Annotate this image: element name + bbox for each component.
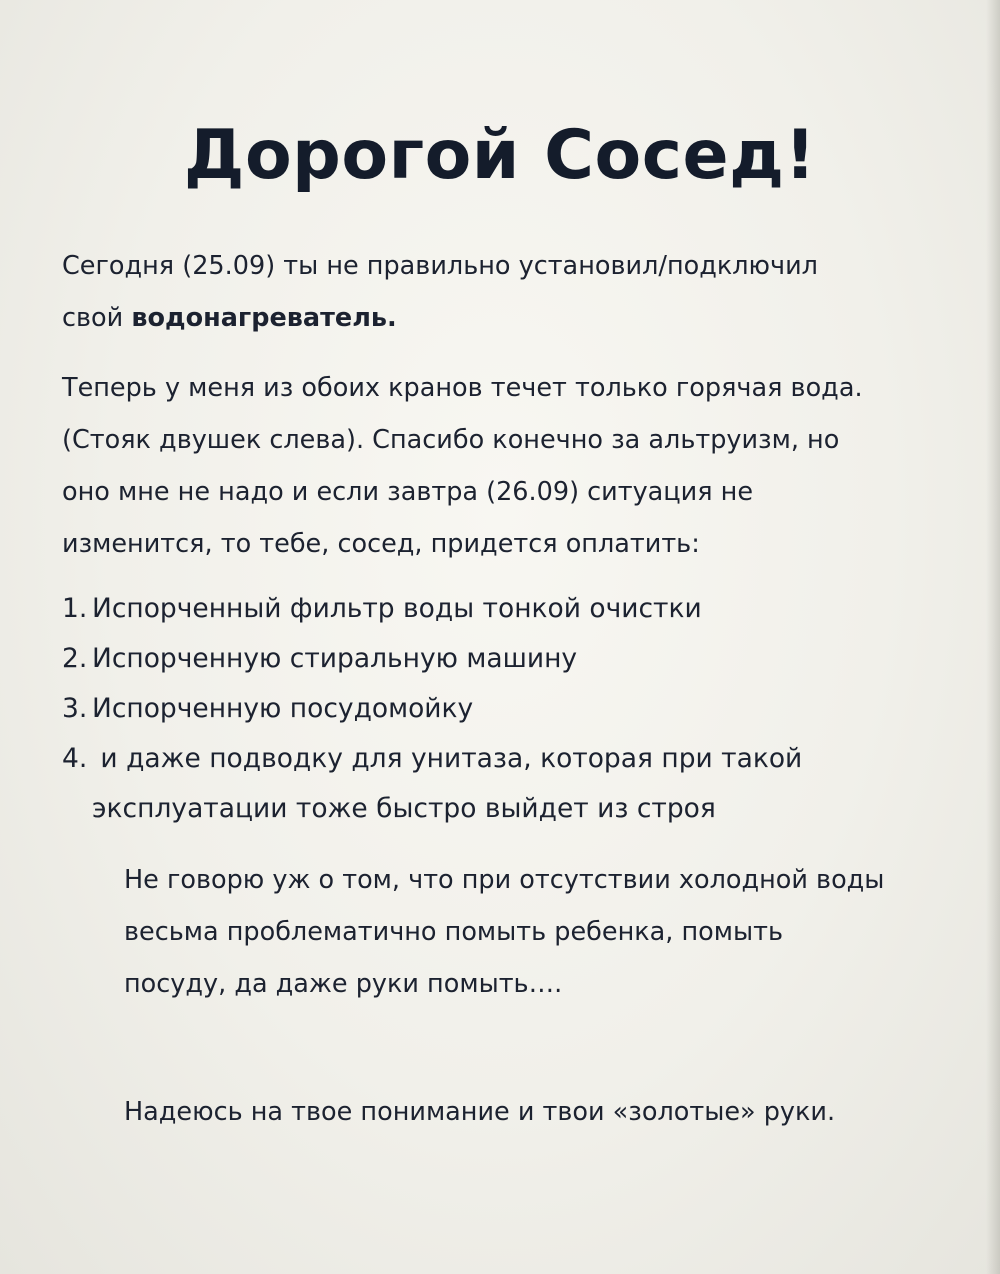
list-item	[62, 584, 802, 634]
paragraph-hot-water	[62, 362, 863, 570]
paragraph-line: оно мне не надо и если завтра (26.09) ситуация не	[62, 477, 754, 507]
paragraph-line	[62, 292, 818, 344]
list-item	[62, 684, 802, 734]
paragraph-line: посуду, да даже руки помыть….	[124, 969, 563, 999]
list-item-continuation: эксплуатации тоже быстро выйдет из строя	[92, 793, 716, 824]
list-number: 4.	[62, 743, 88, 774]
water-heater-bold-text: водонагреватель.	[131, 303, 397, 333]
list-item	[62, 634, 802, 684]
list-text: Испорченный фильтр воды тонкой очистки	[92, 593, 702, 624]
list-text: Испорченную стиральную машину	[92, 643, 578, 674]
paragraph-line: Не говорю уж о том, что при отсутствии холодной воды	[124, 865, 885, 895]
paragraph-no-cold-water	[124, 854, 884, 1010]
closing-line: Надеюсь на твое понимание и твои «золотые» руки.	[124, 1097, 836, 1127]
notice-title: Дорогой Сосед!	[183, 116, 817, 195]
list-item	[62, 734, 802, 784]
list-text: Испорченную посудомойку	[92, 693, 474, 724]
paragraph-line: Теперь у меня из обоих кранов течет только горячая вода.	[62, 373, 863, 403]
list-number: 2.	[62, 643, 88, 674]
paragraph-line: весьма проблематично помыть ребенка, помыть	[124, 917, 784, 947]
paragraph-installation	[62, 240, 818, 344]
paragraph-line: Сегодня (25.09) ты не правильно установил/подключил	[62, 251, 818, 281]
paragraph-line: (Стояк двушек слева). Спасибо конечно за альтруизм, но	[62, 425, 840, 455]
list-number: 3.	[62, 693, 88, 724]
damages-list	[62, 584, 802, 834]
paragraph-text: свой	[62, 303, 132, 333]
list-text: и даже подводку для унитаза, которая при такой	[92, 743, 803, 774]
paragraph-line: изменится, то тебе, сосед, придется оплатить:	[62, 529, 700, 559]
list-number: 1.	[62, 593, 88, 624]
